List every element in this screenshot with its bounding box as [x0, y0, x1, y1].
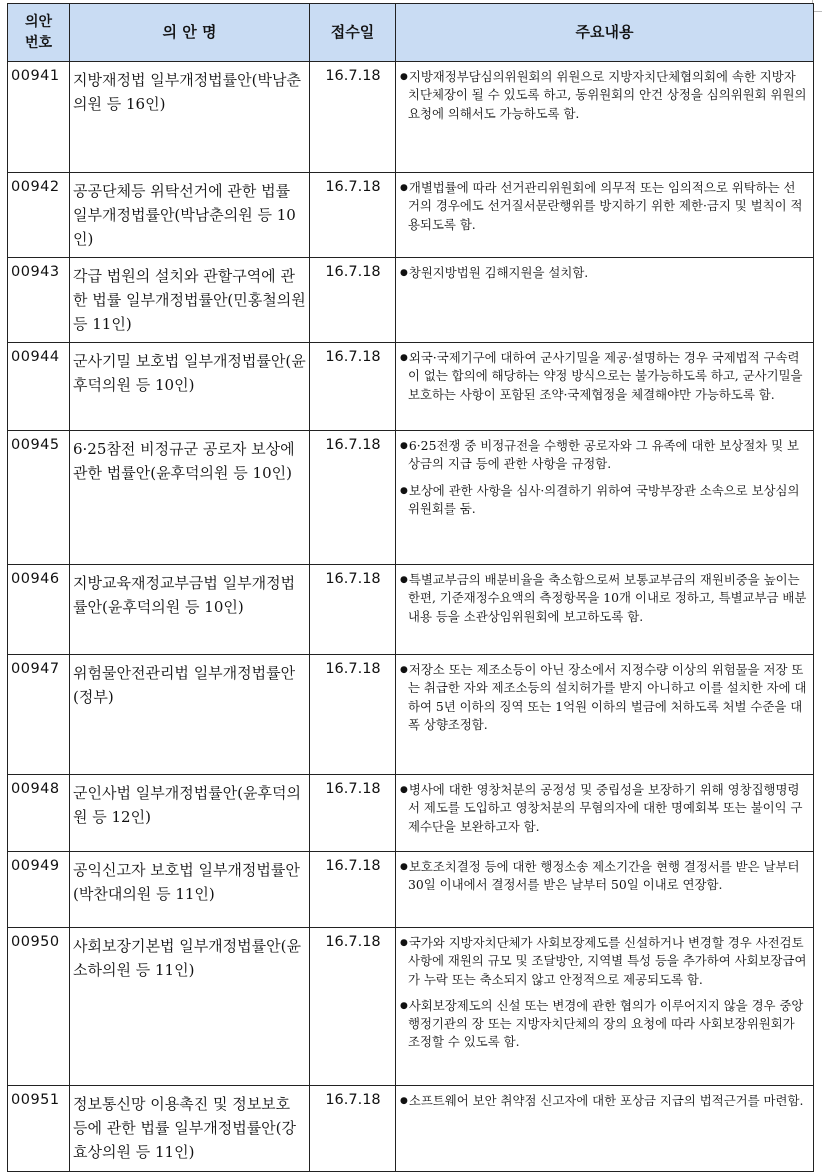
header-bill-title: 의 안 명: [70, 4, 310, 62]
bullet-icon: ●: [400, 485, 408, 496]
bill-title: 군사기밀 보호법 일부개정법률안(윤후덕의원 등 10인): [70, 343, 310, 431]
content-item-text: 지방재정부담심의위원회의 위원으로 지방자치단체협의회에 속한 지방자치단체장이 될 수 있도록 하고, 동위원회의 안건 상정을 심의위원회 위원의 요청에 의해서도 가능하도록 함.: [408, 69, 807, 121]
bullet-icon: ●: [400, 785, 408, 795]
content-item-text: 저장소 또는 제조소등이 아닌 장소에서 지정수량 이상의 위험물을 저장 또는 취급한 자와 제조소등의 설치허가를 받지 아니하고 이를 설치한 자에 대하여 5년 이하의 징역 또는 1억원 이하의 벌금에 처하도록 처벌 수준을 대폭 상향조정함.: [408, 662, 807, 732]
received-date: 16.7.18: [310, 173, 396, 258]
bill-number: 00951: [8, 1086, 70, 1172]
bill-number: 00943: [8, 258, 70, 343]
bill-number: 00950: [8, 928, 70, 1086]
main-content: [396, 775, 814, 852]
received-date: 16.7.18: [310, 852, 396, 928]
table-header-row: [8, 4, 814, 62]
received-date: 16.7.18: [310, 431, 396, 565]
bill-number: 00947: [8, 655, 70, 775]
content-item: [400, 571, 807, 626]
content-item-text: 국가와 지방자치단체가 사회보장제도를 신설하거나 변경할 경우 사전검토 사항에 재원의 규모 및 조달방안, 지역별 특성 등을 추가하여 사회보장급여가 누락 또는 축소되지 않고 안정적으로 제공되도록 함.: [408, 935, 807, 987]
received-date: 16.7.18: [310, 62, 396, 173]
table-row: [8, 431, 814, 565]
bill-title: 위험물안전관리법 일부개정법률안(정부): [70, 655, 310, 775]
main-content: [396, 928, 814, 1086]
header-bill-number-line2: 번호: [24, 34, 53, 51]
bill-number: 00942: [8, 173, 70, 258]
main-content: [396, 655, 814, 775]
bullet-icon: ●: [400, 268, 408, 278]
bill-title: 공익신고자 보호법 일부개정법률안(박찬대의원 등 11인): [70, 852, 310, 928]
content-item: [400, 858, 807, 895]
bullet-icon: ●: [400, 183, 408, 193]
received-date: 16.7.18: [310, 565, 396, 655]
main-content: [396, 852, 814, 928]
received-date: 16.7.18: [310, 343, 396, 431]
table-row: [8, 343, 814, 431]
table-row: [8, 852, 814, 928]
content-item: [400, 482, 807, 519]
table-row: [8, 173, 814, 258]
bill-title: 각급 법원의 설치와 관할구역에 관한 법률 일부개정법률안(민홍철의원 등 11인): [70, 258, 310, 343]
content-item-text: 보상에 관한 사항을 심사·의결하기 위하여 국방부장관 소속으로 보상심의위원회를 둠.: [408, 482, 800, 516]
bill-title: 군인사법 일부개정법률안(윤후덕의원 등 12인): [70, 775, 310, 852]
table-row: [8, 1086, 814, 1172]
table-row: [8, 62, 814, 173]
main-content: [396, 258, 814, 343]
bill-list-page: [7, 3, 813, 1172]
main-content: [396, 565, 814, 655]
bill-number: 00948: [8, 775, 70, 852]
bill-number: 00949: [8, 852, 70, 928]
bill-number: 00941: [8, 62, 70, 173]
table-row: [8, 928, 814, 1086]
bullet-icon: ●: [400, 862, 408, 872]
content-item: [400, 997, 807, 1052]
content-item: [400, 179, 807, 234]
bill-title: 공공단체등 위탁선거에 관한 법률 일부개정법률안(박남춘의원 등 10인): [70, 173, 310, 258]
table-row: [8, 655, 814, 775]
main-content: [396, 431, 814, 565]
content-item-text: 6·25전쟁 중 비정규전을 수행한 공로자와 그 유족에 대한 보상절차 및 보상금의 지급 등에 관한 사항을 규정함.: [408, 438, 800, 472]
bill-title: 지방교육재정교부금법 일부개정법률안(윤후덕의원 등 10인): [70, 565, 310, 655]
header-main-content: 주요내용: [396, 4, 814, 62]
bill-title: 정보통신망 이용촉진 및 정보보호 등에 관한 법률 일부개정법률안(강효상의원 등 11인): [70, 1086, 310, 1172]
content-item: [400, 934, 807, 989]
table-body: [8, 62, 814, 1172]
content-item: [400, 781, 807, 836]
bill-number: 00946: [8, 565, 70, 655]
content-item: [400, 437, 807, 474]
bullet-icon: ●: [400, 665, 408, 675]
header-received-date: 접수일: [310, 4, 396, 62]
header-bill-number-line1: 의안: [24, 13, 53, 30]
table-row: [8, 775, 814, 852]
content-item: [400, 68, 807, 123]
bullet-icon: ●: [400, 575, 408, 585]
bill-number: 00945: [8, 431, 70, 565]
bullet-icon: ●: [400, 1000, 408, 1011]
bill-table: [7, 3, 814, 1172]
bill-title: 6·25참전 비정규군 공로자 보상에 관한 법률안(윤후덕의원 등 10인): [70, 431, 310, 565]
main-content: [396, 1086, 814, 1172]
table-row: [8, 258, 814, 343]
content-item: [400, 349, 807, 404]
bullet-icon: ●: [400, 353, 408, 363]
content-item-text: 외국·국제기구에 대하여 군사기밀을 제공·설명하는 경우 국제법적 구속력이 없는 합의에 해당하는 약정 방식으로는 불가능하도록 하고, 군사기밀을 보호하는 사항이 포함된 조약·국제협정을 체결해야만 가능하도록 함.: [408, 350, 803, 402]
main-content: [396, 173, 814, 258]
content-item-text: 보호조치결정 등에 대한 행정소송 제소기간을 현행 결정서를 받은 날부터 30일 이내에서 결정서를 받은 날부터 50일 이내로 연장함.: [408, 859, 800, 893]
content-item-text: 창원지방법원 김해지원을 설치함.: [408, 265, 589, 280]
content-item-text: 특별교부금의 배분비율을 축소함으로써 보통교부금의 재원비중을 높이는 한편, 기준재정수요액의 측정항목을 10개 이내로 정하고, 특별교부금 배분 내용 등을 소관상임위원회에 보고하도록 함.: [408, 572, 807, 624]
main-content: [396, 343, 814, 431]
received-date: 16.7.18: [310, 655, 396, 775]
header-bill-number: [8, 4, 70, 62]
bullet-icon: ●: [400, 441, 408, 451]
bill-number: 00944: [8, 343, 70, 431]
content-item: [400, 1092, 807, 1110]
content-item: [400, 264, 807, 282]
content-item-text: 사회보장제도의 신설 또는 변경에 관한 협의가 이루어지지 않을 경우 중앙행정기관의 장 또는 지방자치단체의 장의 요청에 따라 사회보장위원회가 조정할 수 있도록 함.: [408, 997, 804, 1050]
bullet-icon: ●: [400, 938, 408, 948]
received-date: 16.7.18: [310, 928, 396, 1086]
content-item-text: 개별법률에 따라 선거관리위원회에 의무적 또는 임의적으로 위탁하는 선거의 경우에도 선거질서문란행위를 방지하기 위한 제한·금지 및 벌칙이 적용되도록 함.: [408, 180, 803, 232]
content-item-text: 소프트웨어 보안 취약점 신고자에 대한 포상금 지급의 법적근거를 마련함.: [408, 1093, 804, 1108]
received-date: 16.7.18: [310, 258, 396, 343]
bill-title: 사회보장기본법 일부개정법률안(윤소하의원 등 11인): [70, 928, 310, 1086]
bullet-icon: ●: [400, 1096, 408, 1106]
content-item: [400, 661, 807, 734]
bullet-icon: ●: [400, 72, 408, 82]
received-date: 16.7.18: [310, 775, 396, 852]
main-content: [396, 62, 814, 173]
bill-title: 지방재정법 일부개정법률안(박남춘의원 등 16인): [70, 62, 310, 173]
content-item-text: 병사에 대한 영창처분의 공정성 및 중립성을 보장하기 위해 영창집행명령서 제도를 도입하고 영창처분의 무혐의자에 대한 명예회복 또는 불이익 구제수단을 보완하고자 함.: [408, 782, 803, 834]
table-row: [8, 565, 814, 655]
received-date: 16.7.18: [310, 1086, 396, 1172]
